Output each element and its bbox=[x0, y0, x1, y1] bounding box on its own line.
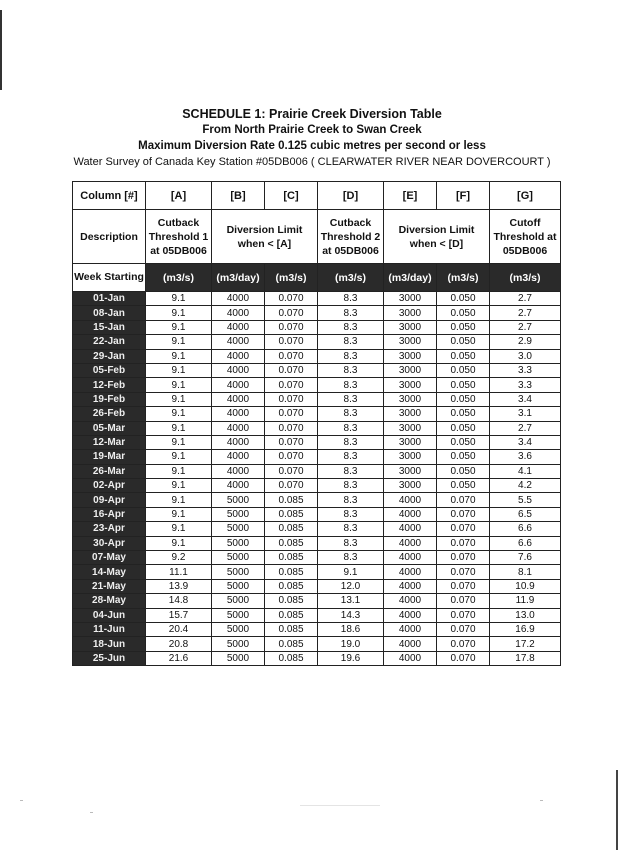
value-cell-d: 8.3 bbox=[318, 493, 384, 507]
value-cell-c: 0.085 bbox=[265, 608, 318, 622]
value-cell-b: 5000 bbox=[212, 493, 265, 507]
table-row bbox=[73, 320, 561, 334]
unit-b: (m3/day) bbox=[212, 264, 265, 292]
value-cell-b: 5000 bbox=[212, 608, 265, 622]
value-cell-d: 8.3 bbox=[318, 407, 384, 421]
description-ef: Diversion Limit when < [D] bbox=[384, 210, 490, 264]
value-cell-f: 0.050 bbox=[437, 320, 490, 334]
value-cell-f: 0.050 bbox=[437, 378, 490, 392]
value-cell-e: 3000 bbox=[384, 450, 437, 464]
scan-speck bbox=[300, 805, 380, 806]
table-row bbox=[73, 464, 561, 478]
value-cell-e: 3000 bbox=[384, 335, 437, 349]
value-cell-d: 8.3 bbox=[318, 522, 384, 536]
week-cell: 11-Jun bbox=[73, 622, 146, 636]
week-cell: 12-Feb bbox=[73, 378, 146, 392]
value-cell-e: 4000 bbox=[384, 507, 437, 521]
value-cell-b: 4000 bbox=[212, 335, 265, 349]
value-cell-e: 3000 bbox=[384, 292, 437, 306]
value-cell-f: 0.070 bbox=[437, 594, 490, 608]
value-cell-b: 4000 bbox=[212, 363, 265, 377]
table-row bbox=[73, 392, 561, 406]
value-cell-c: 0.070 bbox=[265, 349, 318, 363]
scan-edge-left bbox=[0, 10, 2, 90]
unit-row bbox=[73, 264, 561, 292]
value-cell-d: 19.0 bbox=[318, 637, 384, 651]
value-cell-g: 2.9 bbox=[490, 335, 561, 349]
value-cell-b: 4000 bbox=[212, 349, 265, 363]
week-cell: 22-Jan bbox=[73, 335, 146, 349]
value-cell-f: 0.050 bbox=[437, 450, 490, 464]
table-row bbox=[73, 421, 561, 435]
value-cell-g: 11.9 bbox=[490, 594, 561, 608]
week-cell: 21-May bbox=[73, 579, 146, 593]
value-cell-f: 0.050 bbox=[437, 479, 490, 493]
description-a: Cutback Threshold 1 at 05DB006 bbox=[146, 210, 212, 264]
value-cell-f: 0.070 bbox=[437, 579, 490, 593]
column-e: [E] bbox=[384, 182, 437, 210]
value-cell-g: 3.1 bbox=[490, 407, 561, 421]
value-cell-a: 9.1 bbox=[146, 464, 212, 478]
key-station: Water Survey of Canada Key Station #05DB006 ( CLEARWATER RIVER NEAR DOVERCOURT ) bbox=[73, 156, 551, 168]
value-cell-d: 8.3 bbox=[318, 435, 384, 449]
value-cell-g: 17.2 bbox=[490, 637, 561, 651]
scan-speck bbox=[20, 800, 23, 801]
value-cell-g: 13.0 bbox=[490, 608, 561, 622]
value-cell-c: 0.070 bbox=[265, 450, 318, 464]
value-cell-g: 5.5 bbox=[490, 493, 561, 507]
value-cell-f: 0.050 bbox=[437, 392, 490, 406]
value-cell-c: 0.085 bbox=[265, 551, 318, 565]
value-cell-a: 9.2 bbox=[146, 551, 212, 565]
value-cell-g: 6.5 bbox=[490, 507, 561, 521]
column-c: [C] bbox=[265, 182, 318, 210]
value-cell-d: 19.6 bbox=[318, 651, 384, 665]
value-cell-f: 0.050 bbox=[437, 306, 490, 320]
value-cell-g: 2.7 bbox=[490, 421, 561, 435]
value-cell-e: 3000 bbox=[384, 349, 437, 363]
value-cell-g: 16.9 bbox=[490, 622, 561, 636]
value-cell-a: 14.8 bbox=[146, 594, 212, 608]
value-cell-c: 0.070 bbox=[265, 392, 318, 406]
week-cell: 08-Jan bbox=[73, 306, 146, 320]
value-cell-e: 3000 bbox=[384, 392, 437, 406]
value-cell-a: 9.1 bbox=[146, 349, 212, 363]
value-cell-a: 9.1 bbox=[146, 392, 212, 406]
value-cell-g: 3.0 bbox=[490, 349, 561, 363]
value-cell-b: 5000 bbox=[212, 551, 265, 565]
value-cell-a: 9.1 bbox=[146, 507, 212, 521]
value-cell-f: 0.050 bbox=[437, 292, 490, 306]
table-row bbox=[73, 479, 561, 493]
document-title: SCHEDULE 1: Prairie Creek Diversion Table bbox=[182, 107, 442, 121]
value-cell-e: 3000 bbox=[384, 421, 437, 435]
value-cell-g: 4.2 bbox=[490, 479, 561, 493]
value-cell-f: 0.070 bbox=[437, 565, 490, 579]
week-cell: 19-Mar bbox=[73, 450, 146, 464]
value-cell-a: 9.1 bbox=[146, 363, 212, 377]
week-cell: 15-Jan bbox=[73, 320, 146, 334]
value-cell-e: 3000 bbox=[384, 407, 437, 421]
value-cell-e: 4000 bbox=[384, 608, 437, 622]
value-cell-b: 4000 bbox=[212, 407, 265, 421]
value-cell-f: 0.070 bbox=[437, 637, 490, 651]
description-d: Cutback Threshold 2 at 05DB006 bbox=[318, 210, 384, 264]
value-cell-a: 9.1 bbox=[146, 522, 212, 536]
unit-f: (m3/s) bbox=[437, 264, 490, 292]
value-cell-c: 0.085 bbox=[265, 522, 318, 536]
value-cell-b: 5000 bbox=[212, 522, 265, 536]
value-cell-b: 4000 bbox=[212, 292, 265, 306]
value-cell-g: 2.7 bbox=[490, 306, 561, 320]
week-cell: 19-Feb bbox=[73, 392, 146, 406]
value-cell-b: 4000 bbox=[212, 450, 265, 464]
value-cell-d: 8.3 bbox=[318, 507, 384, 521]
value-cell-a: 9.1 bbox=[146, 493, 212, 507]
value-cell-f: 0.050 bbox=[437, 421, 490, 435]
value-cell-d: 8.3 bbox=[318, 479, 384, 493]
week-cell: 12-Mar bbox=[73, 435, 146, 449]
value-cell-b: 4000 bbox=[212, 464, 265, 478]
table-row bbox=[73, 522, 561, 536]
value-cell-a: 13.9 bbox=[146, 579, 212, 593]
value-cell-g: 6.6 bbox=[490, 536, 561, 550]
value-cell-d: 8.3 bbox=[318, 363, 384, 377]
table-row bbox=[73, 565, 561, 579]
value-cell-a: 20.4 bbox=[146, 622, 212, 636]
week-cell: 23-Apr bbox=[73, 522, 146, 536]
week-cell: 09-Apr bbox=[73, 493, 146, 507]
description-label: Description bbox=[73, 210, 146, 264]
value-cell-c: 0.070 bbox=[265, 479, 318, 493]
value-cell-f: 0.070 bbox=[437, 536, 490, 550]
week-cell: 04-Jun bbox=[73, 608, 146, 622]
unit-c: (m3/s) bbox=[265, 264, 318, 292]
week-cell: 02-Apr bbox=[73, 479, 146, 493]
value-cell-a: 9.1 bbox=[146, 421, 212, 435]
week-cell: 26-Mar bbox=[73, 464, 146, 478]
value-cell-e: 4000 bbox=[384, 551, 437, 565]
value-cell-b: 5000 bbox=[212, 594, 265, 608]
table-row bbox=[73, 637, 561, 651]
value-cell-c: 0.070 bbox=[265, 421, 318, 435]
value-cell-c: 0.085 bbox=[265, 651, 318, 665]
table-row bbox=[73, 435, 561, 449]
value-cell-g: 4.1 bbox=[490, 464, 561, 478]
value-cell-e: 4000 bbox=[384, 565, 437, 579]
table-row bbox=[73, 292, 561, 306]
column-label: Column [#] bbox=[73, 182, 146, 210]
value-cell-f: 0.050 bbox=[437, 363, 490, 377]
week-starting-label: Week Starting bbox=[73, 264, 146, 292]
value-cell-b: 4000 bbox=[212, 421, 265, 435]
column-d: [D] bbox=[318, 182, 384, 210]
table-row bbox=[73, 493, 561, 507]
week-cell: 14-May bbox=[73, 565, 146, 579]
value-cell-d: 8.3 bbox=[318, 536, 384, 550]
value-cell-f: 0.070 bbox=[437, 522, 490, 536]
table-row bbox=[73, 536, 561, 550]
value-cell-a: 9.1 bbox=[146, 306, 212, 320]
value-cell-f: 0.050 bbox=[437, 435, 490, 449]
value-cell-b: 5000 bbox=[212, 622, 265, 636]
column-b: [B] bbox=[212, 182, 265, 210]
description-bc: Diversion Limit when < [A] bbox=[212, 210, 318, 264]
value-cell-f: 0.070 bbox=[437, 551, 490, 565]
document-header bbox=[0, 106, 624, 170]
week-cell: 18-Jun bbox=[73, 637, 146, 651]
unit-g: (m3/s) bbox=[490, 264, 561, 292]
table-row bbox=[73, 363, 561, 377]
value-cell-c: 0.070 bbox=[265, 407, 318, 421]
week-cell: 01-Jan bbox=[73, 292, 146, 306]
value-cell-a: 9.1 bbox=[146, 435, 212, 449]
value-cell-c: 0.085 bbox=[265, 594, 318, 608]
value-cell-b: 5000 bbox=[212, 637, 265, 651]
value-cell-e: 4000 bbox=[384, 493, 437, 507]
value-cell-d: 8.3 bbox=[318, 421, 384, 435]
table-row bbox=[73, 450, 561, 464]
value-cell-b: 4000 bbox=[212, 320, 265, 334]
value-cell-f: 0.050 bbox=[437, 335, 490, 349]
value-cell-g: 8.1 bbox=[490, 565, 561, 579]
week-cell: 26-Feb bbox=[73, 407, 146, 421]
value-cell-f: 0.070 bbox=[437, 507, 490, 521]
value-cell-b: 4000 bbox=[212, 392, 265, 406]
table-row bbox=[73, 551, 561, 565]
value-cell-c: 0.085 bbox=[265, 565, 318, 579]
column-a: [A] bbox=[146, 182, 212, 210]
table-row bbox=[73, 407, 561, 421]
value-cell-a: 9.1 bbox=[146, 320, 212, 334]
table-row bbox=[73, 579, 561, 593]
value-cell-a: 15.7 bbox=[146, 608, 212, 622]
value-cell-d: 8.3 bbox=[318, 335, 384, 349]
value-cell-g: 3.4 bbox=[490, 392, 561, 406]
value-cell-d: 8.3 bbox=[318, 450, 384, 464]
unit-a: (m3/s) bbox=[146, 264, 212, 292]
value-cell-e: 4000 bbox=[384, 637, 437, 651]
value-cell-c: 0.070 bbox=[265, 292, 318, 306]
value-cell-e: 4000 bbox=[384, 579, 437, 593]
value-cell-e: 3000 bbox=[384, 363, 437, 377]
value-cell-a: 9.1 bbox=[146, 479, 212, 493]
value-cell-f: 0.070 bbox=[437, 608, 490, 622]
diversion-table bbox=[72, 181, 561, 666]
value-cell-c: 0.085 bbox=[265, 637, 318, 651]
value-cell-c: 0.070 bbox=[265, 464, 318, 478]
week-cell: 30-Apr bbox=[73, 536, 146, 550]
value-cell-c: 0.070 bbox=[265, 320, 318, 334]
value-cell-f: 0.070 bbox=[437, 622, 490, 636]
value-cell-b: 4000 bbox=[212, 378, 265, 392]
value-cell-d: 12.0 bbox=[318, 579, 384, 593]
table-row bbox=[73, 608, 561, 622]
value-cell-b: 5000 bbox=[212, 651, 265, 665]
value-cell-c: 0.085 bbox=[265, 579, 318, 593]
column-f: [F] bbox=[437, 182, 490, 210]
value-cell-e: 4000 bbox=[384, 536, 437, 550]
value-cell-e: 4000 bbox=[384, 651, 437, 665]
unit-e: (m3/day) bbox=[384, 264, 437, 292]
value-cell-c: 0.085 bbox=[265, 493, 318, 507]
table-row bbox=[73, 335, 561, 349]
week-cell: 07-May bbox=[73, 551, 146, 565]
value-cell-e: 3000 bbox=[384, 306, 437, 320]
value-cell-b: 5000 bbox=[212, 536, 265, 550]
value-cell-a: 9.1 bbox=[146, 292, 212, 306]
value-cell-e: 3000 bbox=[384, 479, 437, 493]
value-cell-d: 8.3 bbox=[318, 392, 384, 406]
value-cell-c: 0.085 bbox=[265, 536, 318, 550]
document-subtitle: From North Prairie Creek to Swan Creek bbox=[202, 124, 422, 136]
value-cell-g: 3.4 bbox=[490, 435, 561, 449]
value-cell-d: 14.3 bbox=[318, 608, 384, 622]
value-cell-g: 6.6 bbox=[490, 522, 561, 536]
table-row bbox=[73, 507, 561, 521]
value-cell-a: 9.1 bbox=[146, 450, 212, 464]
value-cell-g: 2.7 bbox=[490, 320, 561, 334]
table-row bbox=[73, 622, 561, 636]
value-cell-f: 0.050 bbox=[437, 464, 490, 478]
value-cell-e: 3000 bbox=[384, 464, 437, 478]
value-cell-d: 8.3 bbox=[318, 464, 384, 478]
value-cell-g: 10.9 bbox=[490, 579, 561, 593]
value-cell-g: 7.6 bbox=[490, 551, 561, 565]
value-cell-e: 4000 bbox=[384, 522, 437, 536]
value-cell-b: 4000 bbox=[212, 435, 265, 449]
value-cell-d: 8.3 bbox=[318, 349, 384, 363]
value-cell-a: 11.1 bbox=[146, 565, 212, 579]
value-cell-b: 5000 bbox=[212, 565, 265, 579]
value-cell-b: 5000 bbox=[212, 507, 265, 521]
week-cell: 29-Jan bbox=[73, 349, 146, 363]
value-cell-d: 8.3 bbox=[318, 320, 384, 334]
value-cell-d: 13.1 bbox=[318, 594, 384, 608]
value-cell-d: 9.1 bbox=[318, 565, 384, 579]
value-cell-d: 8.3 bbox=[318, 551, 384, 565]
description-g: Cutoff Threshold at 05DB006 bbox=[490, 210, 561, 264]
value-cell-e: 3000 bbox=[384, 378, 437, 392]
value-cell-a: 9.1 bbox=[146, 335, 212, 349]
value-cell-c: 0.070 bbox=[265, 306, 318, 320]
value-cell-c: 0.070 bbox=[265, 335, 318, 349]
value-cell-d: 18.6 bbox=[318, 622, 384, 636]
value-cell-b: 4000 bbox=[212, 306, 265, 320]
value-cell-d: 8.3 bbox=[318, 306, 384, 320]
value-cell-b: 4000 bbox=[212, 479, 265, 493]
diversion-rate: Maximum Diversion Rate 0.125 cubic metres per second or less bbox=[138, 140, 486, 152]
value-cell-g: 3.3 bbox=[490, 363, 561, 377]
column-id-row bbox=[73, 182, 561, 210]
value-cell-g: 3.3 bbox=[490, 378, 561, 392]
value-cell-c: 0.070 bbox=[265, 378, 318, 392]
value-cell-e: 4000 bbox=[384, 594, 437, 608]
table-row bbox=[73, 378, 561, 392]
table-body bbox=[73, 292, 561, 666]
column-g: [G] bbox=[490, 182, 561, 210]
value-cell-c: 0.085 bbox=[265, 507, 318, 521]
value-cell-g: 2.7 bbox=[490, 292, 561, 306]
week-cell: 05-Feb bbox=[73, 363, 146, 377]
value-cell-c: 0.085 bbox=[265, 622, 318, 636]
week-cell: 16-Apr bbox=[73, 507, 146, 521]
value-cell-b: 5000 bbox=[212, 579, 265, 593]
value-cell-f: 0.070 bbox=[437, 493, 490, 507]
week-cell: 05-Mar bbox=[73, 421, 146, 435]
value-cell-f: 0.050 bbox=[437, 407, 490, 421]
value-cell-a: 9.1 bbox=[146, 378, 212, 392]
week-cell: 25-Jun bbox=[73, 651, 146, 665]
table-row bbox=[73, 594, 561, 608]
value-cell-a: 9.1 bbox=[146, 407, 212, 421]
value-cell-c: 0.070 bbox=[265, 435, 318, 449]
value-cell-e: 3000 bbox=[384, 320, 437, 334]
value-cell-g: 3.6 bbox=[490, 450, 561, 464]
table-row bbox=[73, 349, 561, 363]
value-cell-e: 4000 bbox=[384, 622, 437, 636]
unit-d: (m3/s) bbox=[318, 264, 384, 292]
value-cell-a: 21.6 bbox=[146, 651, 212, 665]
value-cell-f: 0.070 bbox=[437, 651, 490, 665]
week-cell: 28-May bbox=[73, 594, 146, 608]
scan-speck bbox=[540, 800, 543, 801]
value-cell-a: 9.1 bbox=[146, 536, 212, 550]
value-cell-c: 0.070 bbox=[265, 363, 318, 377]
value-cell-a: 20.8 bbox=[146, 637, 212, 651]
scan-edge-right bbox=[616, 770, 618, 850]
value-cell-d: 8.3 bbox=[318, 378, 384, 392]
description-row bbox=[73, 210, 561, 264]
value-cell-d: 8.3 bbox=[318, 292, 384, 306]
table-row bbox=[73, 651, 561, 665]
scan-speck bbox=[90, 812, 93, 813]
value-cell-f: 0.050 bbox=[437, 349, 490, 363]
table-row bbox=[73, 306, 561, 320]
value-cell-e: 3000 bbox=[384, 435, 437, 449]
value-cell-g: 17.8 bbox=[490, 651, 561, 665]
